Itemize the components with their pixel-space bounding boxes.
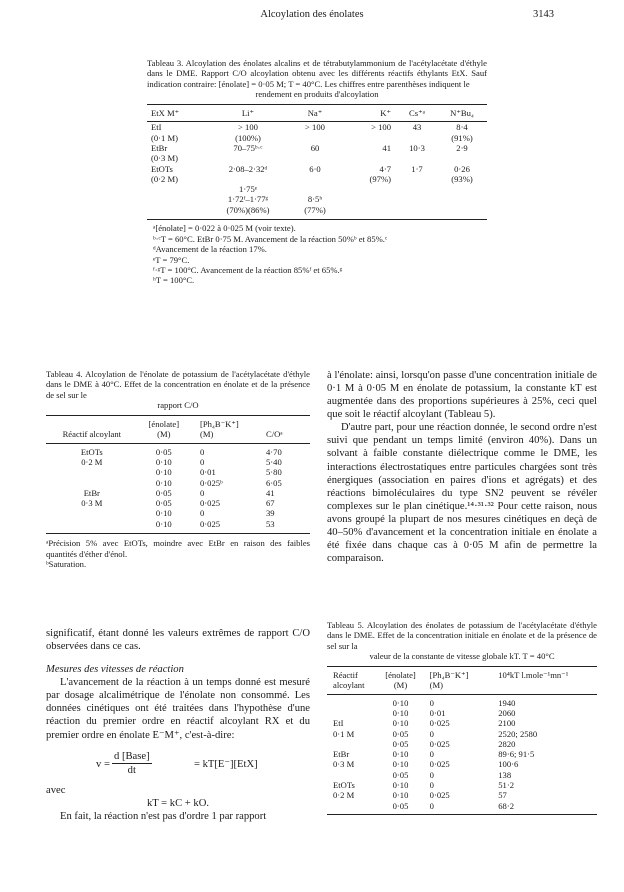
table-cell: 5·40: [265, 456, 282, 467]
table-cell: 1·7: [411, 163, 423, 174]
table-cell: EtI: [151, 122, 162, 133]
table-row: [327, 729, 597, 739]
section-heading: Mesures des vitesses de réaction: [46, 664, 184, 676]
table-row: [327, 749, 597, 759]
table-cell: [327, 694, 381, 708]
footnote: ᵇSaturation.: [46, 559, 87, 570]
table-cell: 0·05: [392, 800, 409, 811]
table-row: [327, 759, 597, 769]
table-cell: 0·05: [392, 738, 409, 749]
paragraph: avec: [46, 784, 66, 796]
table-cell: [287, 174, 343, 184]
table-4-header-row: [46, 415, 310, 443]
column-header: Réactif alcoylant: [46, 415, 138, 443]
table-cell: 0·10: [392, 759, 409, 770]
table-cell: EtBr: [333, 749, 350, 760]
table-4-caption-last: rapport C/O: [157, 400, 199, 411]
table-row: [327, 718, 597, 728]
table-row: [147, 184, 487, 194]
table-row: [327, 790, 597, 800]
table-5-block: [327, 620, 597, 815]
table-cell: 0·10: [392, 790, 409, 801]
table-cell: EtBr: [151, 142, 168, 153]
table-cell: 0·025: [199, 518, 221, 529]
table-cell: 0·26: [454, 163, 470, 174]
page-number: 3143: [533, 9, 554, 20]
table-cell: [343, 153, 397, 163]
table-cell: [343, 194, 397, 204]
table-row: [327, 694, 597, 708]
table-cell: (0·2 M): [151, 173, 178, 184]
left-column-text: [46, 627, 310, 823]
table-cell: 0·3 M: [333, 759, 355, 770]
table-row: [147, 122, 487, 133]
table-cell: 0: [429, 697, 434, 708]
table-3-header-row: [147, 104, 487, 121]
table-cell: 0: [429, 780, 434, 791]
column-header: C/Oᵃ: [262, 415, 310, 443]
table-cell: 0·10: [392, 780, 409, 791]
table-5-caption: [327, 620, 597, 662]
table-cell: 57: [498, 790, 507, 801]
footnote: ᵃ[énolate] = 0·022 à 0·025 M (voir texte).: [153, 223, 296, 234]
table-cell: (100%): [235, 132, 261, 143]
table-cell: 0·10: [155, 477, 172, 488]
running-title: Alcoylation des énolates: [260, 9, 364, 20]
equation-fraction: [112, 750, 152, 777]
table-cell: 51·2: [498, 780, 514, 791]
table-cell: 1·75ᵉ: [239, 184, 257, 195]
column-header: [Ph₄B⁻K⁺] (M): [420, 666, 485, 694]
table-cell: 0: [429, 769, 434, 780]
table-cell: [327, 708, 381, 718]
table-cell: 0·2 M: [333, 790, 355, 801]
table-cell: 0: [199, 446, 205, 457]
footnote: ʰT = 100°C.: [153, 275, 195, 286]
table-cell: [147, 205, 209, 220]
table-4-body: [46, 443, 310, 534]
table-cell: 0·10: [155, 467, 172, 478]
column-header: Réactif alcoylant: [327, 666, 381, 694]
table-cell: 100·6: [498, 759, 519, 770]
paragraph: significatif, étant donné les valeurs extrêmes de rapport C/O observées dans ce cas.: [46, 628, 310, 653]
table-row: [327, 770, 597, 780]
table-cell: 41: [265, 487, 275, 498]
table-cell: [287, 133, 343, 143]
table-cell: [209, 174, 287, 184]
table-cell: [397, 153, 437, 163]
rate-equation: [46, 750, 310, 780]
table-row: [46, 478, 310, 488]
table-cell: 138: [498, 769, 512, 780]
table-3-body: [147, 122, 487, 220]
table-cell: 8·4: [456, 122, 468, 133]
table-cell: (70%)(86%): [226, 204, 270, 215]
table-cell: 0·01: [199, 467, 216, 478]
table-cell: 0·10: [155, 518, 172, 529]
table-cell: 0·10: [155, 508, 172, 519]
table-cell: 2060: [498, 707, 516, 718]
table-row: [147, 133, 487, 143]
footnote: ᵉT = 79°C.: [153, 254, 190, 265]
table-cell: (91%): [451, 132, 473, 143]
rate-constant-equation: kT = kC + kO.: [146, 797, 210, 809]
table-cell: 0·05: [392, 728, 409, 739]
table-cell: 89·6; 91·5: [498, 749, 535, 760]
equation-numerator: d [Base]: [112, 750, 152, 764]
table-cell: [147, 194, 209, 204]
table-cell: 43: [412, 122, 422, 133]
table-cell: > 100: [238, 122, 258, 133]
table-row: [46, 508, 310, 518]
table-cell: (0·3 M): [151, 153, 178, 164]
table-cell: 0·05: [155, 487, 172, 498]
table-4-block: [46, 369, 310, 570]
table-cell: 4·70: [265, 446, 282, 457]
right-column-text: [327, 369, 597, 565]
equation-rhs: = kT[E⁻][EtX]: [194, 758, 258, 770]
table-row: [46, 467, 310, 477]
table-cell: [437, 205, 487, 220]
table-cell: 0·05: [155, 498, 172, 509]
table-cell: 0·025: [429, 738, 450, 749]
table-cell: [343, 133, 397, 143]
table-cell: [46, 467, 138, 477]
table-5-caption-text: Tableau 5. Alcoylation des énolates de potassium de l'acétylacétate d'éthyle dans le DME. Effet de la concentration initiale en énolate et de la présence de sel sur la: [327, 620, 597, 651]
table-cell: > 100: [305, 122, 325, 133]
column-header: 10⁴kT l.mole⁻¹mn⁻¹: [484, 666, 597, 694]
table-cell: [397, 205, 437, 220]
table-cell: 0·10: [155, 456, 172, 467]
table-cell: [437, 194, 487, 204]
table-row: [46, 488, 310, 498]
table-cell: 0·025: [429, 790, 450, 801]
table-row: [46, 443, 310, 457]
table-row: [147, 205, 487, 220]
table-row: [147, 153, 487, 163]
table-cell: 0·05: [155, 446, 172, 457]
table-cell: 0·05: [392, 769, 409, 780]
table-cell: [437, 153, 487, 163]
table-cell: EtI: [333, 718, 344, 729]
table-3-footnotes: [147, 223, 487, 286]
table-cell: [327, 739, 381, 749]
table-cell: 6·05: [265, 477, 282, 488]
table-cell: 10·3: [409, 142, 425, 153]
table-cell: 39: [265, 508, 275, 519]
table-cell: 8·5ʰ: [307, 194, 323, 205]
table-cell: [397, 194, 437, 204]
table-cell: [46, 519, 138, 534]
column-header: K⁺: [343, 104, 397, 121]
table-cell: 0·025: [429, 718, 450, 729]
table-row: [327, 739, 597, 749]
table-cell: 5·80: [265, 467, 282, 478]
table-cell: (77%): [304, 204, 326, 215]
table-cell: [46, 478, 138, 488]
table-cell: (97%): [369, 173, 391, 184]
table-row: [46, 498, 310, 508]
table-cell: 2520; 2580: [498, 728, 538, 739]
table-cell: [327, 801, 381, 815]
table-cell: [287, 184, 343, 194]
table-row: [46, 457, 310, 467]
table-cell: 0·10: [392, 707, 409, 718]
footnote: ᵇ·ᶜT = 60°C. EtBr 0·75 M. Avancement de la réaction 50%ᵇ et 85%.ᶜ: [153, 233, 388, 244]
table-cell: 0·10: [392, 697, 409, 708]
table-cell: 0·10: [392, 718, 409, 729]
table-row: [327, 780, 597, 790]
table-cell: 0·1 M: [333, 728, 355, 739]
table-cell: 1940: [498, 697, 516, 708]
table-cell: 2·9: [456, 142, 468, 153]
table-5: [327, 666, 597, 815]
table-cell: 41: [382, 142, 391, 153]
footnote: ᵈAvancement de la réaction 17%.: [153, 244, 267, 255]
table-cell: 68·2: [498, 800, 514, 811]
table-4-footnotes: [46, 538, 310, 569]
table-cell: 6·0: [309, 163, 321, 174]
equation-denominator: dt: [127, 764, 136, 776]
table-cell: 0: [199, 456, 205, 467]
table-cell: 0·025: [199, 498, 221, 509]
column-header: EtX M⁺: [147, 104, 209, 121]
table-cell: 70–75ᵇ·ᶜ: [233, 142, 263, 153]
table-3-block: [147, 58, 487, 286]
table-cell: EtOTs: [333, 780, 355, 791]
table-cell: [397, 174, 437, 184]
table-cell: [147, 184, 209, 194]
column-header: [énolate] (M): [138, 415, 190, 443]
table-cell: 0·025ᵇ: [199, 477, 223, 488]
table-cell: 2·08–2·32ᵈ: [228, 163, 268, 174]
table-row: [147, 164, 487, 174]
table-cell: 2100: [498, 718, 516, 729]
table-cell: 60: [310, 142, 320, 153]
table-cell: [437, 184, 487, 194]
table-cell: 0: [199, 487, 205, 498]
table-cell: EtBr: [83, 487, 100, 498]
table-row: [147, 194, 487, 204]
table-cell: [343, 184, 397, 194]
column-header: [énolate] (M): [381, 666, 419, 694]
paragraph: D'autre part, pour une réaction donnée, le second ordre n'est suivi que pendant un temps limité (environ 40%). Dans un solvant à faible constante diélectrique comme le DME, les interactions électrostatiques entre particules chargées sont très énergiques (association en paires d'ions et agrégats) et des réactions bimoléculaires du type SN2 peuvent se révéler complexes sur le plan cinétique.¹⁴·³¹·³² Pour cette raison, nous avons groupé la plupart de nos mesures cinétiques en deçà de 40–50% d'avancement et la concentration initiale en énolate a été fixée dans chaque cas à 0·05 M afin de permettre la comparaison.: [327, 422, 597, 565]
table-5-header-row: [327, 666, 597, 694]
table-cell: 67: [265, 498, 275, 509]
paragraph: à l'énolate: ainsi, lorsqu'on passe d'une concentration initiale de 0·1 M à 0·05 M en énolate de potassium, la constante kT est augmentée dans des proportions supérieures à 25%, ceci quel que soit le réactif alcoylant (Tableau 5).: [327, 370, 597, 421]
footnote: ᶠ·ᵍT = 100°C. Avancement de la réaction 85%ᶠ et 65%.ᵍ: [153, 265, 343, 275]
table-3: [147, 104, 487, 220]
table-cell: [343, 205, 397, 220]
table-cell: EtOTs: [80, 446, 103, 457]
table-cell: [209, 153, 287, 163]
table-5-caption-last: valeur de la constante de vitesse globale kT. T = 40°C: [369, 651, 555, 662]
table-4-caption-text: Tableau 4. Alcoylation de l'énolate de potassium de l'acétylacétate d'éthyle dans le DME à 40°C. Effet de la concentration en énolate et de la présence de sel sur le: [46, 369, 310, 400]
table-cell: 0: [429, 728, 434, 739]
column-header: [Ph₄B⁻K⁺] (M): [190, 415, 262, 443]
table-3-caption-last: rendement en produits d'alcoylation: [255, 89, 379, 100]
table-cell: 0·3 M: [81, 498, 103, 509]
table-5-body: [327, 694, 597, 814]
table-cell: 1·72ᶠ–1·77ᵍ: [227, 194, 269, 205]
table-cell: (0·1 M): [151, 132, 178, 143]
table-cell: 0·2 M: [81, 456, 103, 467]
table-cell: [397, 133, 437, 143]
table-cell: 0·01: [429, 707, 446, 718]
table-4: [46, 415, 310, 534]
column-header: N⁺Bu₄: [437, 104, 487, 121]
table-cell: [46, 508, 138, 518]
column-header: Cs⁺ᵃ: [397, 104, 437, 121]
paragraph: L'avancement de la réaction à un temps donné est mesuré par dosage alcalimétrique de l'énolate non consommé. Les données cinétiques ont été traitées dans l'hypothèse d'une réaction du premier ordre en réactif alcoylant RX et du premier ordre en énolate E⁻M⁺, c'est-à-dire:: [46, 677, 310, 741]
table-3-caption: [147, 58, 487, 100]
table-cell: 0: [199, 508, 205, 519]
table-cell: (93%): [451, 173, 473, 184]
table-4-caption: [46, 369, 310, 411]
table-row: [147, 143, 487, 153]
footnote: ᵃPrécision 5% avec EtOTs, moindre avec EtBr en raison des faibles quantités d'éther d'énol.: [46, 538, 310, 559]
equation-lhs: v =: [96, 758, 110, 770]
table-cell: 0: [429, 749, 434, 760]
table-cell: 0·025: [429, 759, 450, 770]
column-header: Na⁺: [287, 104, 343, 121]
paragraph: En fait, la réaction n'est pas d'ordre 1 par rapport: [60, 810, 267, 822]
table-cell: EtOTs: [151, 163, 173, 174]
table-cell: [397, 184, 437, 194]
table-row: [46, 519, 310, 534]
table-cell: [287, 153, 343, 163]
table-cell: 53: [265, 518, 275, 529]
table-row: [147, 174, 487, 184]
table-cell: > 100: [371, 122, 391, 133]
column-header: Li⁺: [209, 104, 287, 121]
table-cell: [327, 770, 381, 780]
table-cell: 2820: [498, 738, 516, 749]
table-cell: 0: [429, 800, 434, 811]
table-cell: 0·10: [392, 749, 409, 760]
table-cell: 4·7: [379, 163, 391, 174]
table-3-caption-text: Tableau 3. Alcoylation des énolates alcalins et de tétrabutylammonium de l'acétylacétate d'éthyle dans le DME. Rapport C/O alcoylation obtenu avec les différents réactifs éthylants EtX. Sauf indication contraire: [énolate] = 0·05 M; T = 40°C. Les chiffres entre parenthèses indiquent le: [147, 58, 487, 89]
table-row: [327, 708, 597, 718]
table-row: [327, 801, 597, 815]
